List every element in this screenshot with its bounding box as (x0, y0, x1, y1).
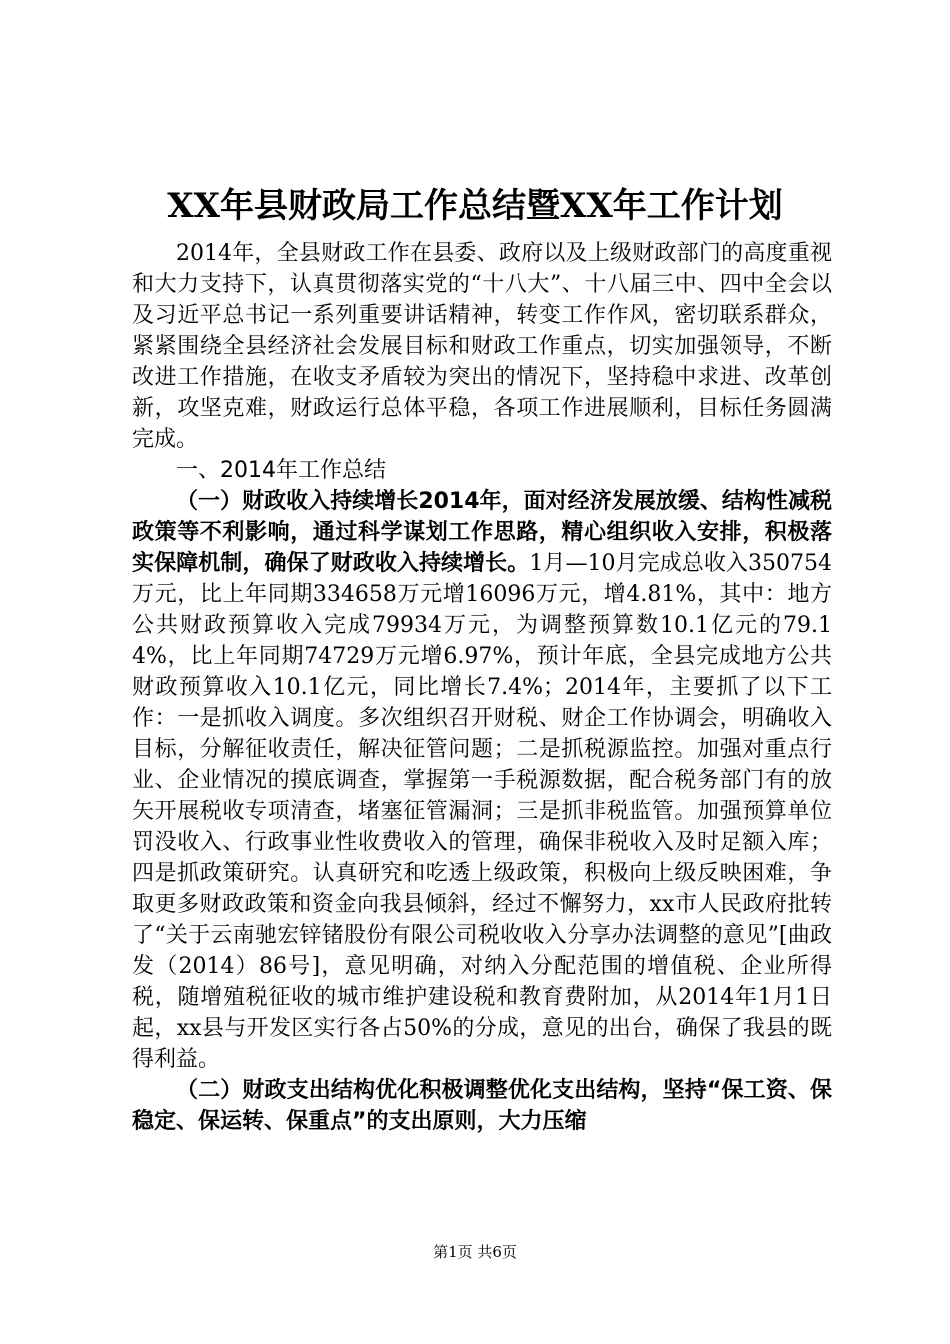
subsection-2-heading: （二）财政支出结构优化积极调整优化支出结构，坚持“保工资、保稳定、保运转、保重点”的支出原则，大力压缩 (132, 1078, 832, 1134)
section-heading-1: 一、2014年工作总结 (176, 458, 386, 483)
intro-paragraph: 2014年，全县财政工作在县委、政府以及上级财政部门的高度重视和大力支持下，认真贯彻落实党的“十八大”、十八届三中、四中全会以及习近平总书记一系列重要讲话精神，转变工作作风，密切联系群众，紧紧围绕全县经济社会发展目标和财政工作重点，切实加强领导，不断改进工作措施，在收支矛盾较为突出的情况下，坚持稳中求进、改革创新，攻坚克难，财政运行总体平稳，各项工作进展顺利，目标任务圆满完成。 (132, 241, 832, 452)
subsection-1-text: 1月—10月完成总收入350754万元，比上年同期334658万元增16096万元，增4.81%，其中：地方公共财政预算收入完成79934万元，为调整预算数10.1亿元的79.14%，比上年同期74729万元增6.97%，预计年底，全县完成地方公共财政预算收入10.1亿元，同比增长7.4%；2014年，主要抓了以下工作：一是抓收入调度。多次组织召开财税、财企工作协调会，明确收入目标，分解征收责任，解决征管问题；二是抓税源监控。加强对重点行业、企业情况的摸底调查，掌握第一手税源数据，配合税务部门有的放矢开展税收专项清查，堵塞征管漏洞；三是抓非税监管。加强预算单位罚没收入、行政事业性收费收入的管理，确保非税收入及时足额入库；四是抓政策研究。认真研究和吃透上级政策，积极向上级反映困难，争取更多财政政策和资金向我县倾斜，经过不懈努力，xx市人民政府批转了“关于云南驰宏锌锗股份有限公司税收收入分享办法调整的意见”[曲政发（2014）86号]，意见明确，对纳入分配范围的增值税、企业所得税，随增殖税征收的城市维护建设税和教育费附加，从2014年1月1日起，xx县与开发区实行各占50%的分成，意见的出台，确保了我县的既得利益。 (132, 551, 832, 1072)
page-number-footer: 第1页 共6页 (433, 1243, 517, 1261)
document-body (132, 238, 832, 1137)
subsection-1-heading: （一）财政收入持续增长2014年，面对经济发展放缓、结构性减税政策等不利影响，通过科学谋划工作思路，精心组织收入安排，积极落实保障机制，确保了财政收入持续增长。 (132, 489, 832, 576)
subsection-1-paragraph (132, 486, 832, 1075)
document-title: XX年县财政局工作总结暨XX年工作计划 (167, 186, 783, 226)
subsection-2-paragraph (132, 1075, 832, 1137)
